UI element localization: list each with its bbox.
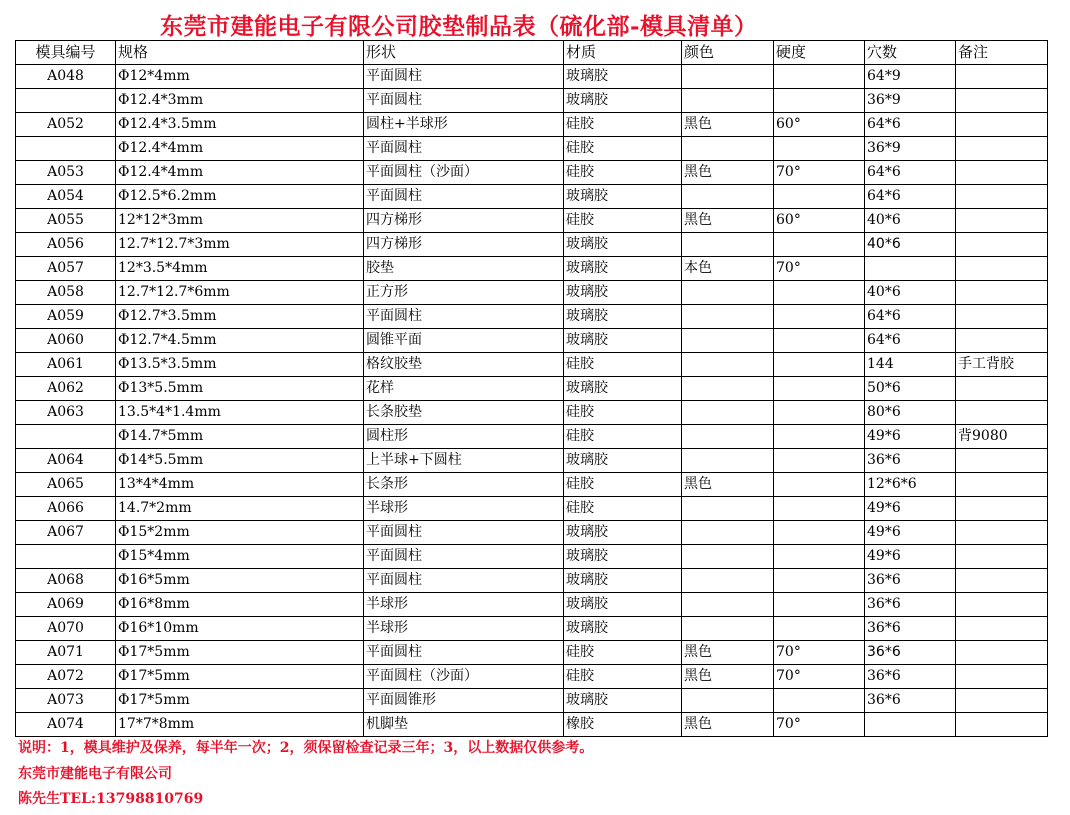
cell-spec: 12.7*12.7*3mm — [116, 233, 364, 257]
cell-remarks — [956, 377, 1048, 401]
cell-mold-code: A066 — [16, 497, 116, 521]
cell-cavities: 80*6 — [865, 401, 956, 425]
cell-mold-code: A056 — [16, 233, 116, 257]
cell-shape: 平面圆柱 — [364, 185, 564, 209]
cell-remarks — [956, 665, 1048, 689]
cell-color — [682, 545, 774, 569]
cell-spec: 14.7*2mm — [116, 497, 364, 521]
header-mold-code: 模具编号 — [16, 41, 116, 65]
cell-material: 硅胶 — [564, 425, 682, 449]
table-row — [16, 401, 1048, 425]
cell-material: 玻璃胶 — [564, 257, 682, 281]
table-row — [16, 545, 1048, 569]
table-row — [16, 65, 1048, 89]
cell-remarks — [956, 641, 1048, 665]
cell-cavities: 36*9 — [865, 137, 956, 161]
cell-color — [682, 305, 774, 329]
cell-mold-code — [16, 425, 116, 449]
cell-remarks — [956, 305, 1048, 329]
cell-cavities: 50*6 — [865, 377, 956, 401]
cell-mold-code — [16, 89, 116, 113]
cell-cavities: 12*6*6 — [865, 473, 956, 497]
cell-mold-code: A068 — [16, 569, 116, 593]
cell-color — [682, 425, 774, 449]
cell-hardness — [774, 449, 865, 473]
cell-mold-code: A059 — [16, 305, 116, 329]
cell-spec: Φ12*4mm — [116, 65, 364, 89]
table-row — [16, 449, 1048, 473]
cell-cavities: 36*9 — [865, 89, 956, 113]
cell-shape: 平面圆柱 — [364, 569, 564, 593]
cell-spec: Φ13.5*3.5mm — [116, 353, 364, 377]
cell-remarks — [956, 569, 1048, 593]
cell-remarks — [956, 617, 1048, 641]
page-title: 东莞市建能电子有限公司胶垫制品表（硫化部-模具清单） — [160, 13, 758, 40]
table-row — [16, 137, 1048, 161]
cell-shape: 平面圆柱（沙面） — [364, 665, 564, 689]
cell-shape: 上半球+下圆柱 — [364, 449, 564, 473]
cell-hardness — [774, 401, 865, 425]
cell-color — [682, 89, 774, 113]
cell-color — [682, 185, 774, 209]
table-row — [16, 233, 1048, 257]
table-row — [16, 257, 1048, 281]
cell-cavities: 64*6 — [865, 113, 956, 137]
cell-color: 黑色 — [682, 641, 774, 665]
cell-color — [682, 353, 774, 377]
cell-shape: 四方梯形 — [364, 233, 564, 257]
cell-shape: 平面圆柱 — [364, 521, 564, 545]
table-row — [16, 113, 1048, 137]
cell-remarks: 手工背胶 — [956, 353, 1048, 377]
header-material: 材质 — [564, 41, 682, 65]
cell-color — [682, 65, 774, 89]
cell-hardness — [774, 281, 865, 305]
cell-spec: Φ15*2mm — [116, 521, 364, 545]
cell-remarks — [956, 713, 1048, 737]
cell-spec: Φ16*5mm — [116, 569, 364, 593]
cell-cavities: 49*6 — [865, 545, 956, 569]
cell-shape: 四方梯形 — [364, 209, 564, 233]
cell-mold-code: A054 — [16, 185, 116, 209]
cell-color — [682, 497, 774, 521]
cell-mold-code: A072 — [16, 665, 116, 689]
cell-hardness: 70° — [774, 641, 865, 665]
cell-spec: Φ13*5.5mm — [116, 377, 364, 401]
cell-remarks — [956, 161, 1048, 185]
table-row — [16, 329, 1048, 353]
cell-color — [682, 377, 774, 401]
cell-remarks — [956, 473, 1048, 497]
cell-hardness — [774, 65, 865, 89]
footer-contact: 陈先生TEL:13798810769 — [18, 791, 204, 807]
cell-shape: 平面圆柱 — [364, 545, 564, 569]
cell-spec: Φ12.4*4mm — [116, 161, 364, 185]
cell-shape: 圆柱+半球形 — [364, 113, 564, 137]
cell-spec: Φ14*5.5mm — [116, 449, 364, 473]
cell-spec: Φ12.4*3.5mm — [116, 113, 364, 137]
cell-shape: 平面圆柱 — [364, 305, 564, 329]
cell-hardness — [774, 593, 865, 617]
table-row — [16, 161, 1048, 185]
cell-shape: 半球形 — [364, 497, 564, 521]
cell-mold-code: A062 — [16, 377, 116, 401]
cell-hardness — [774, 305, 865, 329]
cell-remarks — [956, 209, 1048, 233]
table-row — [16, 353, 1048, 377]
table-row — [16, 497, 1048, 521]
cell-shape: 格纹胶垫 — [364, 353, 564, 377]
cell-spec: Φ16*8mm — [116, 593, 364, 617]
cell-mold-code: A060 — [16, 329, 116, 353]
cell-shape: 花样 — [364, 377, 564, 401]
cell-mold-code: A063 — [16, 401, 116, 425]
cell-color: 黑色 — [682, 161, 774, 185]
cell-spec: 13*4*4mm — [116, 473, 364, 497]
cell-material: 硅胶 — [564, 497, 682, 521]
table-row — [16, 569, 1048, 593]
cell-color — [682, 689, 774, 713]
cell-shape: 半球形 — [364, 593, 564, 617]
cell-spec: 17*7*8mm — [116, 713, 364, 737]
cell-material: 玻璃胶 — [564, 449, 682, 473]
cell-remarks — [956, 497, 1048, 521]
cell-cavities: 144 — [865, 353, 956, 377]
cell-material: 硅胶 — [564, 209, 682, 233]
cell-hardness — [774, 137, 865, 161]
cell-hardness: 60° — [774, 209, 865, 233]
cell-hardness: 70° — [774, 665, 865, 689]
table-row — [16, 593, 1048, 617]
cell-cavities — [865, 713, 956, 737]
cell-remarks — [956, 449, 1048, 473]
cell-color — [682, 233, 774, 257]
cell-hardness: 70° — [774, 257, 865, 281]
cell-material: 玻璃胶 — [564, 185, 682, 209]
cell-color — [682, 401, 774, 425]
cell-material: 玻璃胶 — [564, 89, 682, 113]
cell-hardness — [774, 521, 865, 545]
cell-shape: 正方形 — [364, 281, 564, 305]
cell-remarks — [956, 329, 1048, 353]
cell-spec: Φ14.7*5mm — [116, 425, 364, 449]
cell-shape: 长条胶垫 — [364, 401, 564, 425]
mold-list-table — [15, 40, 1048, 737]
cell-material: 硅胶 — [564, 665, 682, 689]
cell-remarks — [956, 593, 1048, 617]
cell-color: 黑色 — [682, 473, 774, 497]
cell-material: 玻璃胶 — [564, 545, 682, 569]
cell-material: 玻璃胶 — [564, 377, 682, 401]
cell-hardness: 70° — [774, 161, 865, 185]
cell-shape: 平面圆柱 — [364, 137, 564, 161]
cell-hardness — [774, 89, 865, 113]
cell-remarks — [956, 233, 1048, 257]
cell-hardness — [774, 617, 865, 641]
cell-mold-code: A065 — [16, 473, 116, 497]
cell-remarks — [956, 689, 1048, 713]
cell-mold-code: A067 — [16, 521, 116, 545]
cell-spec: 12.7*12.7*6mm — [116, 281, 364, 305]
cell-spec: Φ15*4mm — [116, 545, 364, 569]
cell-shape: 半球形 — [364, 617, 564, 641]
table-row — [16, 617, 1048, 641]
cell-cavities: 36*6 — [865, 593, 956, 617]
cell-color — [682, 137, 774, 161]
cell-material: 玻璃胶 — [564, 569, 682, 593]
table-row — [16, 713, 1048, 737]
cell-mold-code: A058 — [16, 281, 116, 305]
cell-spec: Φ12.5*6.2mm — [116, 185, 364, 209]
cell-color — [682, 569, 774, 593]
cell-spec: Φ17*5mm — [116, 689, 364, 713]
cell-material: 玻璃胶 — [564, 281, 682, 305]
cell-spec: Φ12.4*4mm — [116, 137, 364, 161]
cell-cavities — [865, 257, 956, 281]
cell-mold-code: A070 — [16, 617, 116, 641]
cell-material: 硅胶 — [564, 161, 682, 185]
table-row — [16, 209, 1048, 233]
cell-spec: Φ17*5mm — [116, 641, 364, 665]
cell-shape: 机脚垫 — [364, 713, 564, 737]
cell-mold-code: A053 — [16, 161, 116, 185]
cell-hardness — [774, 377, 865, 401]
cell-mold-code: A048 — [16, 65, 116, 89]
cell-hardness: 60° — [774, 113, 865, 137]
cell-mold-code: A074 — [16, 713, 116, 737]
cell-shape: 平面圆柱（沙面） — [364, 161, 564, 185]
cell-color — [682, 617, 774, 641]
cell-cavities: 36*6 — [865, 569, 956, 593]
cell-cavities: 49*6 — [865, 497, 956, 521]
cell-cavities: 40*6 — [865, 209, 956, 233]
cell-spec: Φ12.7*4.5mm — [116, 329, 364, 353]
header-remarks: 备注 — [956, 41, 1048, 65]
cell-spec: Φ12.7*3.5mm — [116, 305, 364, 329]
cell-color — [682, 449, 774, 473]
table-row — [16, 521, 1048, 545]
cell-material: 玻璃胶 — [564, 617, 682, 641]
cell-remarks — [956, 545, 1048, 569]
cell-color: 黑色 — [682, 713, 774, 737]
cell-remarks — [956, 137, 1048, 161]
cell-material: 硅胶 — [564, 473, 682, 497]
table-row — [16, 665, 1048, 689]
cell-remarks — [956, 65, 1048, 89]
cell-cavities: 64*9 — [865, 65, 956, 89]
cell-hardness — [774, 689, 865, 713]
cell-material: 玻璃胶 — [564, 593, 682, 617]
cell-material: 硅胶 — [564, 641, 682, 665]
cell-cavities: 40*6 — [865, 281, 956, 305]
table-row — [16, 641, 1048, 665]
table-row — [16, 185, 1048, 209]
header-shape: 形状 — [364, 41, 564, 65]
cell-material: 硅胶 — [564, 401, 682, 425]
cell-remarks: 背9080 — [956, 425, 1048, 449]
cell-mold-code: A052 — [16, 113, 116, 137]
cell-remarks — [956, 89, 1048, 113]
cell-cavities: 49*6 — [865, 521, 956, 545]
cell-shape: 胶垫 — [364, 257, 564, 281]
cell-cavities: 36*6 — [865, 641, 956, 665]
cell-cavities: 36*6 — [865, 449, 956, 473]
cell-mold-code: A073 — [16, 689, 116, 713]
cell-shape: 长条形 — [364, 473, 564, 497]
table-row — [16, 281, 1048, 305]
header-hardness: 硬度 — [774, 41, 865, 65]
cell-mold-code: A057 — [16, 257, 116, 281]
cell-cavities: 49*6 — [865, 425, 956, 449]
cell-cavities: 40*6 — [865, 233, 956, 257]
cell-shape: 平面圆柱 — [364, 65, 564, 89]
cell-mold-code: A069 — [16, 593, 116, 617]
cell-color — [682, 329, 774, 353]
cell-color: 黑色 — [682, 113, 774, 137]
cell-cavities: 36*6 — [865, 689, 956, 713]
header-spec: 规格 — [116, 41, 364, 65]
cell-mold-code: A064 — [16, 449, 116, 473]
header-cavities: 穴数 — [865, 41, 956, 65]
cell-mold-code — [16, 545, 116, 569]
cell-spec: 12*3.5*4mm — [116, 257, 364, 281]
cell-hardness — [774, 185, 865, 209]
cell-hardness — [774, 353, 865, 377]
cell-hardness — [774, 473, 865, 497]
cell-cavities: 64*6 — [865, 329, 956, 353]
cell-color — [682, 281, 774, 305]
cell-color: 本色 — [682, 257, 774, 281]
cell-hardness — [774, 425, 865, 449]
cell-color — [682, 521, 774, 545]
cell-color: 黑色 — [682, 665, 774, 689]
table-row — [16, 89, 1048, 113]
cell-spec: 13.5*4*1.4mm — [116, 401, 364, 425]
cell-material: 硅胶 — [564, 353, 682, 377]
cell-cavities: 36*6 — [865, 617, 956, 641]
cell-hardness: 70° — [774, 713, 865, 737]
cell-hardness — [774, 545, 865, 569]
cell-cavities: 36*6 — [865, 665, 956, 689]
table-row — [16, 377, 1048, 401]
cell-material: 硅胶 — [564, 113, 682, 137]
table-row — [16, 473, 1048, 497]
table-row — [16, 305, 1048, 329]
cell-material: 玻璃胶 — [564, 521, 682, 545]
cell-mold-code: A071 — [16, 641, 116, 665]
cell-mold-code: A061 — [16, 353, 116, 377]
cell-cavities: 64*6 — [865, 161, 956, 185]
cell-material: 硅胶 — [564, 137, 682, 161]
cell-remarks — [956, 521, 1048, 545]
cell-spec: Φ17*5mm — [116, 665, 364, 689]
cell-color — [682, 593, 774, 617]
cell-material: 玻璃胶 — [564, 233, 682, 257]
cell-spec: 12*12*3mm — [116, 209, 364, 233]
footer-company: 东莞市建能电子有限公司 — [18, 766, 172, 782]
cell-remarks — [956, 113, 1048, 137]
cell-cavities: 64*6 — [865, 185, 956, 209]
table-row — [16, 689, 1048, 713]
cell-material: 橡胶 — [564, 713, 682, 737]
table-row — [16, 425, 1048, 449]
cell-hardness — [774, 569, 865, 593]
cell-shape: 圆锥平面 — [364, 329, 564, 353]
header-color: 颜色 — [682, 41, 774, 65]
cell-mold-code — [16, 137, 116, 161]
cell-remarks — [956, 401, 1048, 425]
cell-hardness — [774, 329, 865, 353]
cell-shape: 平面圆锥形 — [364, 689, 564, 713]
cell-material: 玻璃胶 — [564, 329, 682, 353]
cell-spec: Φ12.4*3mm — [116, 89, 364, 113]
cell-shape: 圆柱形 — [364, 425, 564, 449]
cell-hardness — [774, 497, 865, 521]
cell-hardness — [774, 233, 865, 257]
cell-shape: 平面圆柱 — [364, 641, 564, 665]
cell-material: 玻璃胶 — [564, 65, 682, 89]
cell-material: 玻璃胶 — [564, 305, 682, 329]
cell-spec: Φ16*10mm — [116, 617, 364, 641]
cell-material: 玻璃胶 — [564, 689, 682, 713]
table-header-row — [16, 41, 1048, 65]
cell-mold-code: A055 — [16, 209, 116, 233]
cell-remarks — [956, 281, 1048, 305]
cell-color: 黑色 — [682, 209, 774, 233]
cell-cavities: 64*6 — [865, 305, 956, 329]
cell-shape: 平面圆柱 — [364, 89, 564, 113]
cell-remarks — [956, 185, 1048, 209]
footer-note: 说明：1，模具维护及保养，每半年一次；2，须保留检查记录三年；3，以上数据仅供参考。 — [18, 740, 594, 756]
cell-remarks — [956, 257, 1048, 281]
